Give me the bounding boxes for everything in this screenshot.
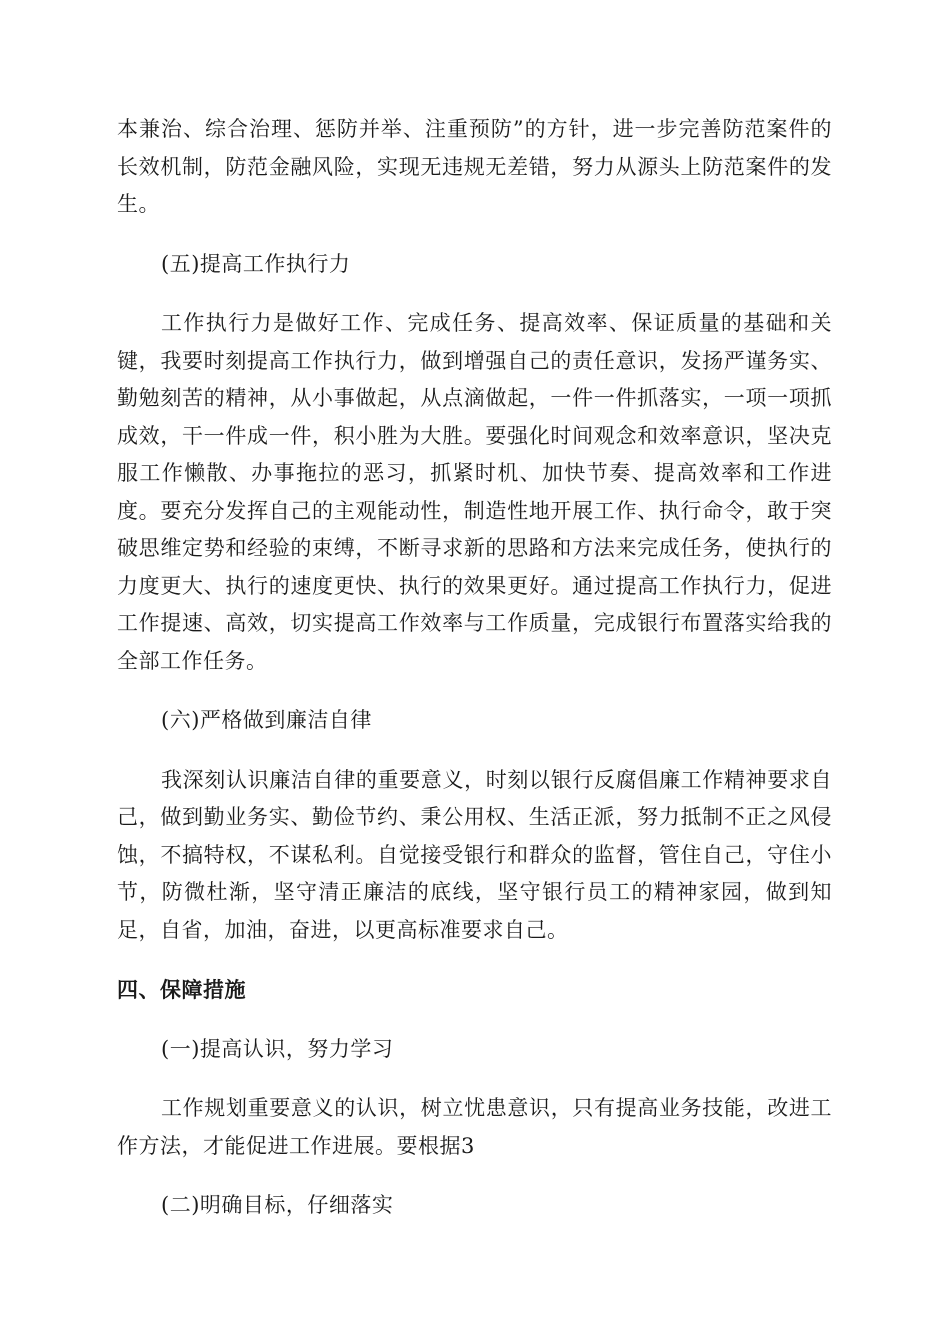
spacer: [117, 1009, 832, 1031]
paragraph-execution: 工作执行力是做好工作、完成任务、提高效率、保证质量的基础和关键，我要时刻提高工作执行力，做到增强自己的责任意识，发扬严谨务实、勤勉刻苦的精神，从小事做起，从点滴做起，一件一件抓落实，一项一项抓成效，干一件成一件，积小胜为大胜。要强化时间观念和效率意识，坚决克服工作懒散、办事拖拉的恶习，抓紧时机、加快节奏、提高效率和工作进度。要充分发挥自己的主观能动性，制造性地开展工作、执行命令，敢于突破思维定势和经验的束缚，不断寻求新的思路和方法来完成任务，使执行的力度更大、执行的速度更快、执行的效果更好。通过提高工作执行力，促进工作提速、高效，切实提高工作效率与工作质量，完成银行布置落实给我的全部工作任务。: [117, 311, 832, 673]
subheading-6: (六)严格做到廉洁自律: [161, 708, 372, 732]
spacer: [117, 224, 832, 246]
spacer: [117, 740, 832, 762]
spacer: [117, 1068, 832, 1090]
paragraph-awareness: 工作规划重要意义的认识，树立忧患意识，只有提高业务技能，改进工作方法，才能促进工作进展。要根据3: [117, 1096, 832, 1158]
paragraph-integrity: 我深刻认识廉洁自律的重要意义，时刻以银行反腐倡廉工作精神要求自己，做到勤业务实、勤俭节约、秉公用权、生活正派，努力抵制不正之风侵蚀，不搞特权，不谋私利。自觉接受银行和群众的监督，管住自己，守住小节，防微杜渐，坚守清正廉洁的底线，坚守银行员工的精神家园，做到知足，自省，加油，奋进，以更高标准要求自己。: [117, 767, 832, 942]
spacer: [117, 680, 832, 702]
section-heading-4: 四、保障措施: [117, 977, 246, 1002]
spacer: [117, 283, 832, 305]
spacer: [117, 1165, 832, 1187]
subheading-4-2: (二)明确目标，仔细落实: [161, 1193, 394, 1217]
subheading-5: (五)提高工作执行力: [161, 251, 351, 276]
paragraph-continuation: 本兼治、综合治理、惩防并举、注重预防”的方针，进一步完善防范案件的长效机制，防范金融风险，实现无违规无差错，努力从源头上防范案件的发生。: [117, 117, 832, 216]
spacer: [117, 949, 832, 971]
document-body: [117, 111, 832, 1225]
subheading-4-1: (一)提高认识，努力学习: [161, 1036, 394, 1061]
